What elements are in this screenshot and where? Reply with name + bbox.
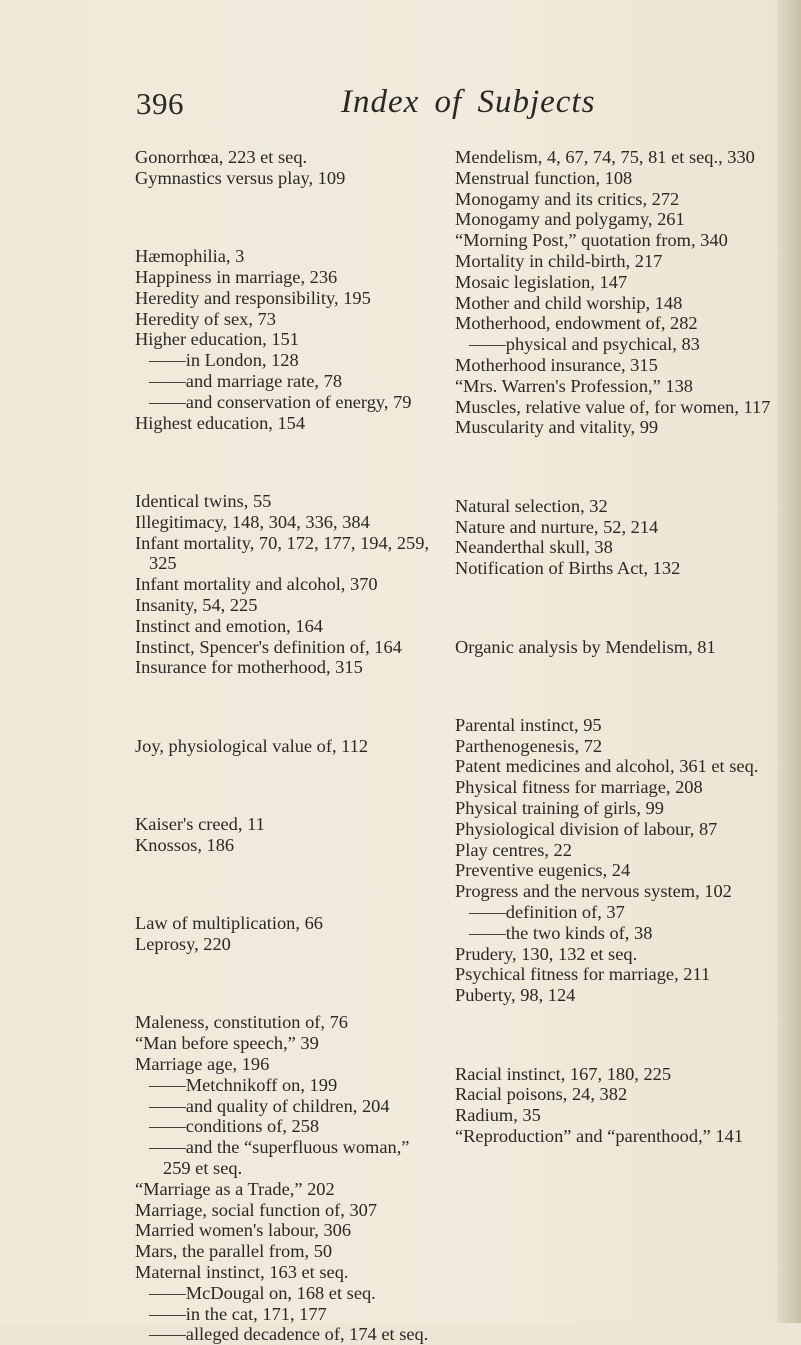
section-gap xyxy=(455,1024,785,1045)
index-entry: Psychical fitness for marriage, 211 xyxy=(455,964,711,985)
index-entry: Physiological division of labour, 87 xyxy=(455,818,718,839)
section-gap xyxy=(135,973,430,994)
index-subentry: ——and marriage rate, 78 xyxy=(149,370,343,391)
section-gap xyxy=(455,676,785,697)
index-entry: Organic analysis by Mendelism, 81 xyxy=(455,636,716,657)
index-entry: Progress and the nervous system, 102 xyxy=(455,881,732,902)
index-entry: Instinct and emotion, 164 xyxy=(135,615,323,636)
index-entry: Illegitimacy, 148, 304, 336, 384 xyxy=(135,511,370,532)
index-entry: Preventive eugenics, 24 xyxy=(455,860,631,881)
index-column-right xyxy=(455,147,785,1147)
index-subentry: ——in London, 128 xyxy=(149,350,299,371)
index-subentry: ——Metchnikoff on, 199 xyxy=(149,1074,338,1095)
index-entry: Insurance for motherhood, 315 xyxy=(135,657,363,678)
index-entry: Infant mortality and alcohol, 370 xyxy=(135,574,378,595)
index-entry: Marriage, social function of, 307 xyxy=(135,1199,378,1220)
index-entry: Mendelism, 4, 67, 74, 75, 81 et seq., 330 xyxy=(455,147,755,167)
index-entry: Racial instinct, 167, 180, 225 xyxy=(455,1063,672,1084)
index-entry: Hæmophilia, 3 xyxy=(135,246,245,267)
index-entry: Motherhood, endowment of, 282 xyxy=(455,313,698,334)
index-entry: Prudery, 130, 132 et seq. xyxy=(455,943,638,964)
index-entry: Married women's labour, 306 xyxy=(135,1220,352,1241)
index-entry: Instinct, Spencer's definition of, 164 xyxy=(135,636,402,657)
index-entry: Kaiser's creed, 11 xyxy=(135,814,265,835)
index-entry: Heredity of sex, 73 xyxy=(135,308,276,329)
index-subentry: ——McDougal on, 168 et seq. xyxy=(149,1282,376,1303)
index-entry: Knossos, 186 xyxy=(135,834,235,855)
index-entry: “Marriage as a Trade,” 202 xyxy=(135,1178,335,1199)
index-entry: Identical twins, 55 xyxy=(135,490,272,511)
index-entry: Notification of Births Act, 132 xyxy=(455,558,681,579)
index-entry: “Reproduction” and “parenthood,” 141 xyxy=(455,1126,744,1146)
index-entry: Nature and nurture, 52, 214 xyxy=(455,516,659,537)
index-entry: Higher education, 151 xyxy=(135,329,299,350)
index-entry: Muscularity and vitality, 99 xyxy=(455,417,659,438)
index-subentry: ——and the “superfluous woman,” 259 et seq. xyxy=(149,1137,410,1178)
section-gap xyxy=(135,696,430,717)
index-entry: Patent medicines and alcohol, 361 et seq. xyxy=(455,756,759,777)
section-gap xyxy=(135,452,430,473)
index-subentry: ——the two kinds of, 38 xyxy=(469,922,653,943)
index-entry: Infant mortality, 70, 172, 177, 194, 259, 325 xyxy=(135,532,430,574)
index-entry: Maleness, constitution of, 76 xyxy=(135,1012,349,1033)
section-gap xyxy=(455,457,785,478)
index-entry: Monogamy and polygamy, 261 xyxy=(455,209,685,230)
index-entry: “Morning Post,” quotation from, 340 xyxy=(455,230,728,251)
index-subentry: ——in the cat, 171, 177 xyxy=(149,1303,327,1324)
index-entry: Mother and child worship, 148 xyxy=(455,292,683,313)
index-subentry: ——and quality of children, 204 xyxy=(149,1095,390,1116)
index-entry: Play centres, 22 xyxy=(455,839,572,860)
index-entry: Motherhood insurance, 315 xyxy=(455,354,658,375)
index-entry: Mosaic legislation, 147 xyxy=(455,271,628,292)
index-entry: Heredity and responsibility, 195 xyxy=(135,287,371,308)
section-gap xyxy=(135,874,430,895)
index-entry: Neanderthal skull, 38 xyxy=(455,537,613,558)
index-entry: Radium, 35 xyxy=(455,1105,541,1126)
index-entry: Gonorrhœa, 223 et seq. xyxy=(135,147,308,167)
index-entry: “Man before speech,” 39 xyxy=(135,1033,319,1054)
index-entry: Joy, physiological value of, 112 xyxy=(135,735,369,756)
index-entry: Happiness in marriage, 236 xyxy=(135,266,338,287)
section-gap xyxy=(135,775,430,796)
index-entry: Mars, the parallel from, 50 xyxy=(135,1241,333,1262)
index-entry: Puberty, 98, 124 xyxy=(455,985,576,1006)
index-entry: Parthenogenesis, 72 xyxy=(455,735,603,756)
index-entry: Mortality in child-birth, 217 xyxy=(455,250,663,271)
index-entry: Maternal instinct, 163 et seq. xyxy=(135,1261,349,1282)
index-entry: Muscles, relative value of, for women, 117 xyxy=(455,396,771,417)
index-entry: Monogamy and its critics, 272 xyxy=(455,188,680,209)
index-subentry: ——alleged decadence of, 174 et seq. xyxy=(149,1324,429,1345)
index-entry: Insanity, 54, 225 xyxy=(135,594,258,615)
index-subentry: ——definition of, 37 xyxy=(469,902,625,923)
page-number: 396 xyxy=(136,86,184,121)
index-entry: Leprosy, 220 xyxy=(135,934,231,955)
index-entry: Physical fitness for marriage, 208 xyxy=(455,777,703,798)
section-gap xyxy=(455,597,785,618)
index-entry: Racial poisons, 24, 382 xyxy=(455,1084,628,1105)
index-entry: Menstrual function, 108 xyxy=(455,167,633,188)
index-entry: Physical training of girls, 99 xyxy=(455,798,664,819)
index-entry: “Mrs. Warren's Profession,” 138 xyxy=(455,375,693,396)
index-entry: Gymnastics versus play, 109 xyxy=(135,167,346,188)
index-subentry: ——and conservation of energy, 79 xyxy=(149,391,412,412)
index-column-left xyxy=(135,147,430,1345)
index-entry: Law of multiplication, 66 xyxy=(135,913,323,934)
index-entry: Highest education, 154 xyxy=(135,412,306,433)
index-entry: Natural selection, 32 xyxy=(455,495,608,516)
index-subentry: ——conditions of, 258 xyxy=(149,1116,320,1137)
running-title: Index of Subjects xyxy=(341,84,596,120)
section-gap xyxy=(135,207,430,228)
index-entry: Parental instinct, 95 xyxy=(455,714,602,735)
index-subentry: ——physical and psychical, 83 xyxy=(469,334,700,355)
index-entry: Marriage age, 196 xyxy=(135,1053,270,1074)
